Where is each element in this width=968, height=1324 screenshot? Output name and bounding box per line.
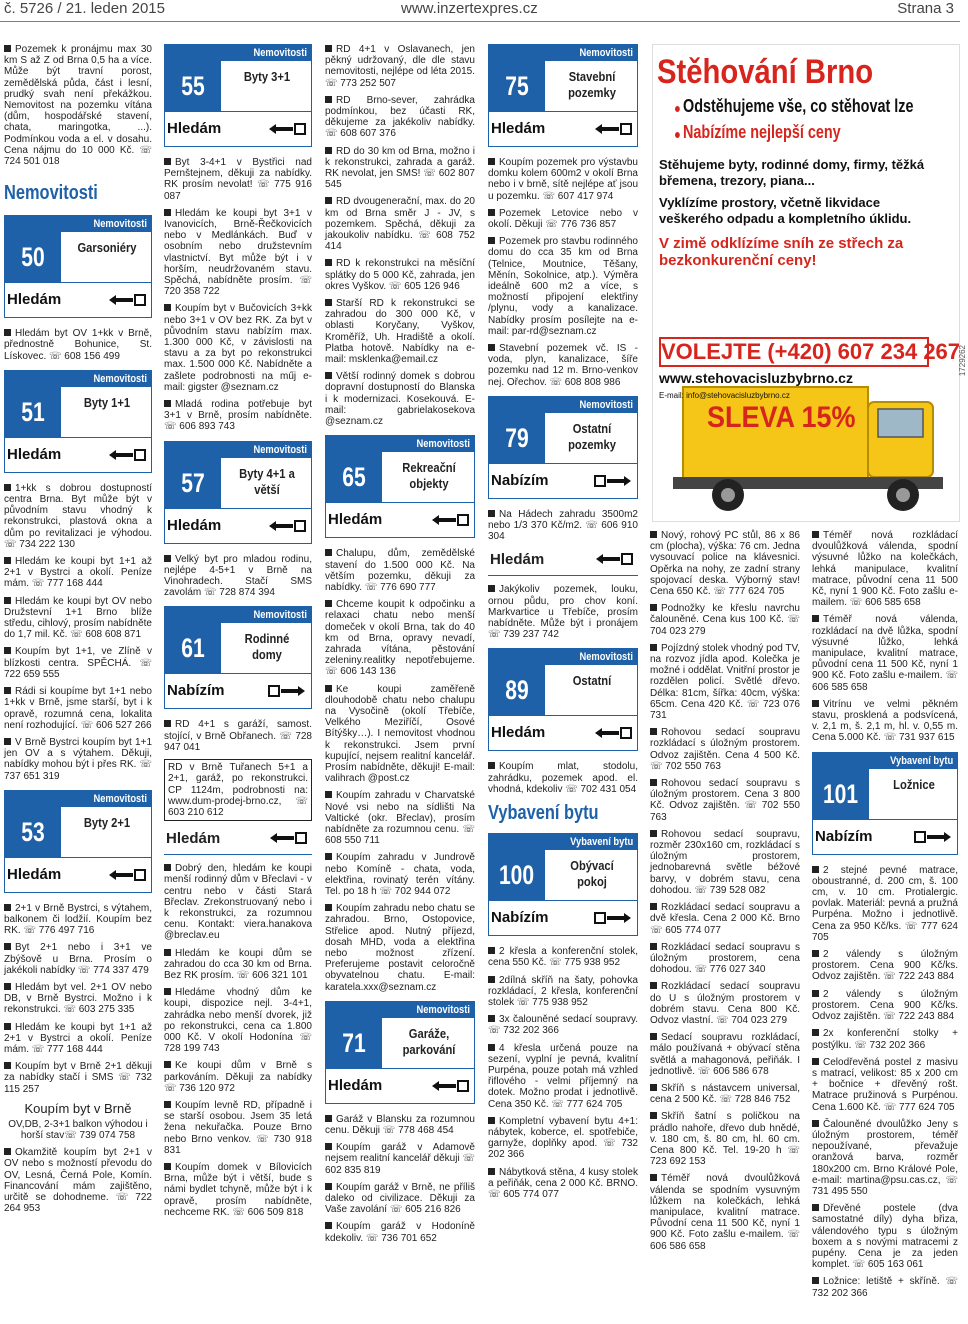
category-group: Nemovitosti <box>253 443 307 456</box>
left-arrow-icon <box>268 831 308 845</box>
left-arrow-icon <box>107 868 147 882</box>
classified-ad: Hledám ke koupi byt 1+1 až 2+1 v Bystrci a okolí. Peníze mám. ☏ 777 168 444 <box>4 556 152 590</box>
classified-ad: Starší RD k rekonstrukci se zahradou do 300 000 Kč, v oblasti Koryčany, Vyškov, Kroměříž, Uh. Hradiště a okolí. Platba hotově. Nabídky na e-mail: msklenka@email.cz <box>325 298 475 366</box>
left-arrow-icon <box>593 726 633 740</box>
classified-ad: Pozemek pro stavbu rodinného domu do cca 35 km od Brna (Telnice, Moutnice, Těšany, Měnín, Sokolnice, atp.). Výměra ideálně 600 m2 a více, s možností připojení elektřiny /plynu, vody a kanalizace. Nabídky prosím posílejte na e-mail: par-rd@seznam.cz <box>488 236 638 337</box>
category-group: Nemovitosti <box>93 372 147 385</box>
classified-ad: Koupím levně RD, případně i se starší osobou. Jsem 35 letá žena nekuřačka. Pouze Brno nebo Brno venkov. ☏ 730 918 831 <box>164 1099 312 1156</box>
advert-title: Stěhování Brno <box>657 53 874 91</box>
ad-body: OV,DB, 2-3+1 balkon výhodou i horší stav☏ 739 074 758 <box>8 1118 148 1141</box>
category-number: 57 <box>181 467 205 498</box>
issue-number: č. 5726 / 21. leden 2015 <box>4 0 165 17</box>
classified-ad: Koupím byt 1+1, ve Zlíně v blízkosti centra. SPĚCHÁ. ☏ 722 659 555 <box>4 646 152 680</box>
classified-ad: Rohovou sedací soupravu, rozměr 230x160 cm, rozkládací s úložným prostorem, jednobarevná světle béžové barvy, v dobrém stavu, cena dohodou. ☏ 739 528 082 <box>650 828 800 896</box>
category-box-57 <box>164 441 312 544</box>
classified-ad: Koupím garáž v Brně, ne příliš daleko od civilizace. Děkuji za Vaše zavolání ☏ 605 216 826 <box>325 1181 475 1216</box>
category-title: Byty 3+1 <box>243 69 291 84</box>
section-heading: Vybavení bytu <box>488 802 599 825</box>
column-2 <box>164 44 312 1224</box>
classified-ad: V Brně Bystrci koupím byt 1+1 jen OV a s výtahem. Děkuji, nabídky mohou být i přes RK. ☏ 737 651 319 <box>4 736 152 782</box>
advert-line-2 <box>675 121 841 143</box>
category-action: Hledám <box>491 120 546 137</box>
category-group: Nemovitosti <box>93 792 147 805</box>
subsection-divider <box>488 548 638 576</box>
section-heading: Nemovitosti <box>4 182 98 205</box>
advert-block-2: Vyklízíme prostory, včetně likvidace veškerého odpadu a kompletního úklidu. <box>659 195 912 226</box>
site-url[interactable]: www.inzertexpres.cz <box>401 0 538 17</box>
category-title: Garsoniéry <box>77 240 137 256</box>
column-4 <box>488 44 638 1206</box>
category-box-65 <box>325 435 475 538</box>
category-action: Hledám <box>167 516 222 534</box>
right-arrow-icon <box>593 474 633 488</box>
discount-badge: SLEVA 15% <box>707 401 856 434</box>
category-group: Nemovitosti <box>579 651 633 664</box>
classified-ad: Nový, rohový PC stůl, 86 x 86 cm (plocha), výška: 76 cm. Jedna vysouvací police na klávesnici. Opěrka na nohy, ze zadní strany spojovací deska. Výborný stav! Cena 650 Kč. ☏ 777 624 705 <box>650 530 800 598</box>
advert-line-2-text: Nabízíme nejlepší ceny <box>683 122 841 142</box>
category-number: 51 <box>21 396 45 427</box>
classified-ad: 2x konferenční stolky + postýlku. ☏ 732 202 366 <box>812 1028 958 1051</box>
category-group: Nemovitosti <box>253 609 307 622</box>
category-box-101 <box>812 752 958 855</box>
category-number: 79 <box>505 422 529 453</box>
left-arrow-icon <box>430 1079 470 1093</box>
category-title: Byty 4+1 a větší <box>239 465 295 497</box>
advert-email[interactable]: E-mail: info@stehovacisluzbybrno.cz <box>659 391 790 400</box>
classified-ad: Nábytková stěna, 4 kusy stolek a peřiňák, cena 2 000 Kč. BRNO. ☏ 605 774 077 <box>488 1166 638 1200</box>
category-action: Hledám <box>328 511 383 529</box>
classified-ad: Rohovou sedací soupravu rozkládací s úložným prostorem. Odvoz zajištěn. Cena 4 500 Kč. ☏ 702 550 763 <box>650 727 800 772</box>
category-group: Nemovitosti <box>416 1003 470 1016</box>
classified-ad: RD dvougenerační, max. do 20 km od Brna směr J - JV, s pozemkem. Spěchá, děkuji za jakoukoliv nabídku. ☏ 608 752 414 <box>325 196 475 253</box>
column-3 <box>325 44 475 1250</box>
category-title: Byty 2+1 <box>83 814 131 830</box>
advert-block-3: V zimě odklízíme sníh ze střech za bezkonkurenční ceny! <box>659 235 904 269</box>
advert-line-1 <box>675 95 913 117</box>
category-box-61 <box>164 606 312 709</box>
classified-ad: Koupím zahradu nebo chatu se zahradou. Brno, Ostopovice, Střelice apod. Nutný příjezd, dosah MHD, voda a elektřina nebo možnost zřízení. Preferujeme postavit celoročně obyvatelnou chatu. E-mail: karatela.xxx@seznam.cz <box>325 903 475 993</box>
category-title: Rekreační objekty <box>402 460 456 492</box>
classified-ad: Sedací soupravu rozkládací, málo používaná + obývací stěna světlá a mahagonová, peřiňák. I jednotlivě. ☏ 606 586 678 <box>650 1032 800 1077</box>
right-arrow-icon <box>593 911 633 925</box>
red-bullet-icon <box>675 132 680 138</box>
right-arrow-icon <box>913 830 953 844</box>
category-number: 101 <box>823 778 859 809</box>
category-box-100 <box>488 833 638 936</box>
category-number: 65 <box>342 462 366 493</box>
classified-ad: Téměř nová válenda, rozkládací na dvě lůžka, spodní výsuvné lůžko, lehká manipulace, kvalitní matrace, původní cena 11 500 Kč, nyní 1 900 Kč. Foto zašlu e-mailem. ☏ 606 585 658 <box>812 614 958 693</box>
advert-website[interactable]: www.stehovacisluzbybrno.cz <box>659 370 853 386</box>
ad-headline: Koupím byt v Brně <box>24 1100 132 1116</box>
category-box-53 <box>4 790 152 893</box>
classified-ad: Hledám byt OV 1+kk v Brně, přednostně Bohunice, St. Lískovec. ☏ 608 156 499 <box>4 328 152 362</box>
classified-ad: Vitrínu ve velmi pěkném stavu, prosklená a podsvícená, v. 2,1 m, š. 2,1 m, hl. v. 0,55 m. Cena 5.000 Kč. ☏ 731 937 615 <box>812 698 958 744</box>
category-group: Nemovitosti <box>253 47 307 59</box>
advert-phone[interactable]: VOLEJTE (+420) 607 234 267 <box>659 337 929 367</box>
category-group: Nemovitosti <box>579 47 633 59</box>
category-group: Vybavení bytu <box>569 836 633 849</box>
classified-ad: Koupím byt v Brně 2+1 děkuji za nabídky stačí i SMS ☏ 732 115 257 <box>4 1061 152 1095</box>
red-bullet-icon <box>675 106 680 112</box>
classified-ad: Pozemek Letovice nebo v okolí. Děkuji ☏ 776 736 857 <box>488 207 638 231</box>
classified-ad: Ke koupi dům v Brně s parkováním. Děkuji za nabídky ☏ 736 120 972 <box>164 1060 312 1094</box>
classified-ad: Garáž v Blansku za rozumnou cenu. Děkuji ☏ 778 468 454 <box>325 1113 475 1137</box>
classified-ad: 1+kk s dobrou dostupností centra Brna. Byt může být v původním stavu vhodný k rekonstrukci, plastová okna a dům po revitalizaci je výhodou. ☏ 734 222 130 <box>4 482 152 550</box>
classified-ad: Koupím domek v Bílovicích Brna, může být i větší, bude s námi bydlet tchyně, může být i k opravě, prosím nabídněte, nechceme RK. ☏ 606 509 818 <box>164 1161 312 1218</box>
left-arrow-icon <box>267 519 307 533</box>
classified-ad: Koupím zahradu v Charvatské Nové vsi nebo na sídlišti Na Valtické (okr. Břeclav), prosím nabídněte za rozumnou cenu. ☏ 608 550 711 <box>325 790 475 847</box>
category-action: Hledám <box>166 830 221 848</box>
column-6 <box>812 530 958 1305</box>
classified-ad: Hledáme vhodný dům ke koupi, dispozice nejl. 3-4+1, zahrádka nebo menší dvorek, již po rekonstrukci, cena ca 1.800 000 Kč. V okolí Hodonína ☏ 728 199 743 <box>164 987 312 1055</box>
advert-block-1: Stěhujeme byty, rodinné domy, firmy, těžká břemena, trezory, piana... <box>659 157 925 188</box>
classified-ad: Chceme koupit k odpočinku a relaxaci chatu nebo menší domeček v okolí Brna, tak do 40 km od Brna, opravy nevadí, zahrada vítána, pěstování zeleniny.realitky nepotřebujeme. ☏ 606 143 136 <box>325 599 475 678</box>
category-group: Nemovitosti <box>93 218 147 231</box>
category-action: Hledám <box>328 1076 383 1094</box>
category-number: 55 <box>181 71 205 101</box>
category-number: 71 <box>342 1027 366 1058</box>
column-5 <box>650 530 800 1258</box>
moving-company-advert[interactable] <box>652 44 967 522</box>
classified-ad: Pojízdný stolek vhodný pod TV, na rozvoz jídla apod. Kolečka je možné i oddělat. Vnitřní prostor je rozdělen policí. Světlé dřevo. Délka: 81cm, šířka: 40cm, výška: 65cm. Cena 420 Kč. ☏ 723 076 731 <box>650 642 800 722</box>
classified-ad: Na Hádech zahradu 3500m2 nebo 1/3 370 Kč/m2. ☏ 606 910 304 <box>488 508 638 543</box>
category-action: Nabízím <box>815 827 873 845</box>
classified-ad: Větší rodinný domek s dobrou dopravní dostupností do Blanska i k modernizaci. Kosekouvá. E-mail: gabrielakosekova @seznam.cz <box>325 371 475 428</box>
classified-ad: Koupím garáž v Adamově nejsem realitní kancelář děkuji ☏ 602 835 819 <box>325 1142 475 1176</box>
left-arrow-icon <box>107 448 147 462</box>
classified-ad: Ke koupi zaměřeně dlouhodobě chatu nebo chalupu na Vysočině (okolí Třebíče, Velkého Meziříčí, Osové Bítýšky…). I nemovitost vhodnou k rekonstrukci. Jsem první kupující, nejsem realitní kancelář. Prosím nabídněte, děkuji! E-mail: valihrach @post.cz <box>325 683 475 785</box>
category-number: 75 <box>505 71 529 101</box>
category-title: Garáže, parkování <box>402 1025 456 1057</box>
classified-ad: Rádi si koupíme byt 1+1 nebo 1+kk v Brně, jsme starší, byt i k opravě, rozumná cena, lokalita není rozhodující. ☏ 606 527 266 <box>4 686 152 731</box>
category-group: Vybavení bytu <box>889 754 953 767</box>
category-box-71 <box>325 1001 475 1104</box>
classified-ad: 2dílná skříň na šaty, pohovka rozkládací, 2 křesla, konferenční stolek ☏ 775 938 952 <box>488 974 638 1008</box>
classified-ad: Téměř nová rozkládací dvoulůžková válenda, spodní výsuvné lůžko na kolečkách, lehká manipulace, kvalitní matrace, původní cena 11 500 Kč, nyní 1 900 Kč. Foto zašlu e-mailem. ☏ 606 585 658 <box>812 530 958 609</box>
classified-ad: Dřevěné postele (dva samostatné díly) dyha břiza, válendového typu s úložným boxem a s novými matracemi z pupény. Cena je za jeden komplet. ☏ 605 163 061 <box>812 1203 958 1271</box>
classified-ad: Jakýkoliv pozemek, louku, ornou půdu, pro chov koní. Markvartice u Třebíče, prosím nabídněte. Může být i pronájem ☏ 739 237 742 <box>488 584 638 641</box>
left-arrow-icon <box>593 122 633 136</box>
classified-ad: Rozkládací sedací soupravu do U s úložným prostorem v dobrém stavu. Cena 800 Kč. Odvoz vlastní. ☏ 704 023 279 <box>650 981 800 1026</box>
category-action: Nabízím <box>167 682 225 700</box>
classified-ad: Koupím byt v Bučovicích 3+kk nebo 3+1 v OV bez RK. Za byt v původním stavu nabízím max. 1.300 000 Kč, v závislosti na stavu a za byt po rekonstrukci max. 1.500 000 Kč. Nabídněte a zašlete podrobnosti na műj e-mail: gigster @seznam.cz <box>164 303 312 393</box>
category-title: Stavební pozemky <box>568 69 616 100</box>
category-action: Hledám <box>7 865 62 883</box>
classified-ad: Rohovou sedací soupravu s úložným prostorem. Cena 3 800 Kč. Odvoz zajištěn. ☏ 702 550 763 <box>650 778 800 823</box>
classified-ad: Chalupu, dům, zemědělské stavení do 1.500 000 Kč. Na větším pozemku, děkuji za nabídky. ☏ 776 690 777 <box>325 548 475 593</box>
category-box-51 <box>4 370 152 473</box>
subsection-divider <box>164 827 312 855</box>
category-action: Nabízím <box>491 909 549 927</box>
category-title: Obývací pokoj <box>570 858 614 890</box>
classified-ad: 4 křesla určená pouze na sezení, vyplní je pevná, kvalitní Purpéna, pouze potah má vzhled řiflového - velmi příjemný na dotek. Možno prodat i jednotlivě. Cena 350 Kč. ☏ 777 624 705 <box>488 1042 638 1110</box>
classified-ad: Téměř nová dvoulůžková válenda se spodním vysuvným lůžkem na kolečkách, lehká manipulace, kvalitní matrace. Původní cena 11 500 Kč, nyní 1 900 Kč. Foto zašlu e-mailem. ☏ 606 586 658 <box>650 1173 800 1252</box>
classified-ad: Kompletní vybavení bytu 4+1: nábytek, koberce, el. spotřebiče, garnyže, doplňky apod. ☏ 732 202 366 <box>488 1115 638 1161</box>
classified-ad: Hledám ke koupi dům se zahradou do cca 30 km od Brna. Bez RK prosím. ☏ 606 321 101 <box>164 947 312 981</box>
classified-ad: Mladá rodina potřebuje byt 3+1 v Brně, prosím nabídněte. ☏ 606 893 743 <box>164 399 312 433</box>
classified-ad: Ložnice: letiště + skříně. ☏ 732 202 366 <box>812 1276 958 1299</box>
category-group: Nemovitosti <box>416 438 470 451</box>
category-number: 89 <box>505 675 529 706</box>
left-arrow-icon <box>267 122 307 136</box>
classified-ad: Čalouněné dvoulůžko Jeny s úložným prostorem, téměř nepoužívané, převažuje oranžová barva, rozměr 180x200 cm. Brno Králové Pole, e-mail: martina@psu.cas.cz, ☏ 731 495 550 <box>812 1118 958 1197</box>
category-title: Ostatní <box>572 673 612 689</box>
classified-ad: Pozemek k pronájmu max 30 km S až Z od Brna 0,5 ha a více. Může být travní porost, zemědělská půda, část i lesní, prudký svah není překážkou. Nemovitost na pozemku vítána (dům, hospodářské stavení, chata, maringotka, ...). Podmínkou voda a el. v dosahu. Cena nájmu do 10 000 Kč. ☏ 724 501 018 <box>4 44 152 168</box>
classified-ad: RD k rekonstrukci na měsíční splátky do 5 000 Kč, zahrada, jen okres Vyškov. ☏ 605 126 946 <box>325 258 475 292</box>
classified-ad: Koupím pozemek pro výstavbu domku kolem 600m2 v okolí Brna nebo i v brně, sítě nejlépe ať jsou u pozemku. ☏ 607 417 974 <box>488 157 638 202</box>
category-number: 53 <box>21 816 45 847</box>
category-title: Ostatní pozemky <box>568 420 616 452</box>
category-action: Nabízím <box>491 471 549 489</box>
category-number: 100 <box>499 860 535 891</box>
classified-ad: 2 křesla a konferenční stolek, cena 550 Kč. ☏ 775 938 952 <box>488 946 638 969</box>
advert-line-1-text: Odstěhujeme vše, co stěhovat lze <box>683 96 914 116</box>
classified-ad: Byt 3-4+1 v Bystřici nad Pernštejnem, děkuji za nabídky. RK prosím nevolat! ☏ 775 916 087 <box>164 157 312 202</box>
classified-ad: Podnožky ke křeslu navrchu čalouněné. Cena kus 100 Kč. ☏ 704 023 279 <box>650 603 800 637</box>
category-title: Rodinné domy <box>244 631 290 663</box>
classified-ad: Koupím zahradu v Jundrově nebo Komíně - chata, voda, elektřina, rovinatý terén vítány. Tel. po 18 h ☏ 702 944 072 <box>325 852 475 897</box>
category-title: Ložnice <box>893 776 935 792</box>
right-arrow-icon <box>267 684 307 698</box>
category-box-79 <box>488 396 638 499</box>
classified-ad: 2 stejné pevné matrace, oboustranné, d. 200 cm, š. 100 cm, v. 10 cm. Protialergic. povlak. Materiál: pevná a pružná Purpéna. Možno i jednotlivě. Cena za 950 Kč/ks. ☏ 777 624 705 <box>812 864 958 943</box>
classified-ad: Stavební pozemek vč. IS - voda, plyn, kanalizace, šíře pozemku nad 12 m. Brno-venkov nej. Ořechov. ☏ 608 808 986 <box>488 343 638 388</box>
classified-ad: Rozkládací sedací soupravu s úložným prostorem, cena dohodou. ☏ 776 027 340 <box>650 941 800 976</box>
classified-ad: 2 válendy s úložným prostorem. Cena 900 Kč/ks. Odvoz zajištěn. ☏ 722 243 884 <box>812 988 958 1023</box>
advert-code: 1729262 <box>958 345 967 377</box>
category-action: Hledám <box>7 445 62 463</box>
classified-ad: Celodřevěná postel z masivu s matrací, velikost: 85 x 200 cm + bočnice + dřevěný rošt. Matrace pružinová s Purpénou. Cena 1.600 Kč. ☏ 777 624 705 <box>812 1056 958 1113</box>
category-action: Hledám <box>7 291 62 309</box>
classified-ad: Hledám ke koupi byt 1+1 až 2+1 v Bystrci a okolí. Peníze mám. ☏ 777 168 444 <box>4 1021 152 1055</box>
classified-ad: 2+1 v Brně Bystrci, s výtahem, balkonem či lodžií. Koupím bez RK. ☏ 776 497 716 <box>4 902 152 937</box>
category-box-50 <box>4 215 152 318</box>
category-action: Hledám <box>490 551 545 569</box>
category-number: 50 <box>21 242 45 273</box>
classified-ad: RD 4+1 v Oslavanech, jen pěkný udržovaný, dle dle stavu nemovitosti, nejlépe od léta 2015. ☏ 773 252 507 <box>325 44 475 89</box>
classified-ad: Hledám ke koupi byt 3+1 v Ivanovicích, Brně-Řečkovicích nebo v Medlánkách. Buď v osobním nebo družstevním vlastnictví. Byt může být i v horším, neudržovaném stavu. Spěchá, nabídněte prosím. ☏ 720 358 722 <box>164 207 312 298</box>
classified-ad: Velký byt pro mladou rodinu, nejlépe 4-5+1 v Brně na Vinohradech. Stačí SMS zavolám ☏ 728 874 394 <box>164 553 312 599</box>
classified-ad: Byt 2+1 nebo i 3+1 ve Zbýšově u Brna. Prosím o jakékoli nabídky ☏ 774 337 479 <box>4 942 152 976</box>
left-arrow-icon <box>594 552 634 566</box>
classified-ad: Hledám byt vel. 2+1 OV nebo DB, v Brně Bystrci. Možno i k rekonstrukci. ☏ 603 275 335 <box>4 981 152 1016</box>
category-box-89 <box>488 648 638 751</box>
category-group: Nemovitosti <box>579 398 633 411</box>
classified-ad: Rozkládací sedací soupravu a dvě křesla. Cena 2 000 Kč. Brno ☏ 605 774 077 <box>650 902 800 936</box>
boxed-ad: RD v Brně Tuřanech 5+1 a 2+1, garáž, po rekonstrukci. CP 1124m, podrobnosti na: www.dum-prodej-brno.cz, ☏ 603 210 612 <box>164 759 312 821</box>
classified-ad: Hledám ke koupi byt OV nebo Družstevní 1+1 Brno blíže středu, cihlový, prosím nabídněte do 1,7 mil. Kč. ☏ 608 608 871 <box>4 595 152 641</box>
category-title: Byty 1+1 <box>83 394 131 410</box>
classified-ad: RD Brno-sever, zahrádka podmínkou, bez účasti RK, děkujeme za jakékoliv nabídky. ☏ 608 607 376 <box>325 94 475 140</box>
page-header <box>0 0 960 22</box>
category-box-55 <box>164 44 312 147</box>
page-number: Strana 3 <box>897 0 954 17</box>
classified-ad: RD do 30 km od Brna, možno i k rekonstrukci, zahrada a garáž. RK nevolat, jen SMS! ☏ 602 807 545 <box>325 145 475 191</box>
category-box-75 <box>488 44 638 147</box>
category-action: Hledám <box>491 724 546 742</box>
left-arrow-icon <box>430 513 470 527</box>
classified-ad: Dobrý den, hledám ke koupi menší rodinný dům v Břeclavi - v centru nebo v části Stará Břeclav. Zrekonstruovaný nebo i k rekonstrukci, za rozumnou cenu. Kontakt: viera.hanakova @breclav.eu <box>164 863 312 942</box>
column-1 <box>4 44 152 1220</box>
left-arrow-icon <box>107 293 147 307</box>
classified-ad: 3x čalouněné sedací soupravy. ☏ 732 202 366 <box>488 1014 638 1037</box>
classified-ad: Skříň s nástavcem universal, cena 2 500 Kč. ☏ 728 846 752 <box>650 1082 800 1106</box>
classified-ad: Skříň šatní s poličkou na prádlo nahoře, dřevo dub hnědé, v. 180 cm, š. 80 cm, hl. 60 cm. Cena 800 Kč. Tel. 19-20 h ☏ 723 692 153 <box>650 1111 800 1168</box>
classified-ad: Okamžitě koupím byt 2+1 v OV nebo s možností převodu do OV, Lesná, Černá Pole, Komín. Financování mám zajištěno, určitě se dohodneme. ☏ 722 264 953 <box>4 1147 152 1215</box>
classified-ad: RD 4+1 s garáží, samost. stojící, v Brně Obřanech. ☏ 728 947 041 <box>164 719 312 753</box>
classified-ad: Koupím mlat, stodolu, zahrádku, pozemek apod. el. vhodná, kdekoliv ☏ 702 431 054 <box>488 761 638 795</box>
classified-ad: 2 válendy s úložným prostorem. Cena 900 Kč/ks. Odvoz zajištěn. ☏ 722 243 884 <box>812 949 958 983</box>
classified-ad: Koupím garáž v Hodoníně kdekoliv. ☏ 736 701 652 <box>325 1221 475 1244</box>
category-action: Hledám <box>167 120 222 137</box>
category-number: 61 <box>181 633 205 664</box>
